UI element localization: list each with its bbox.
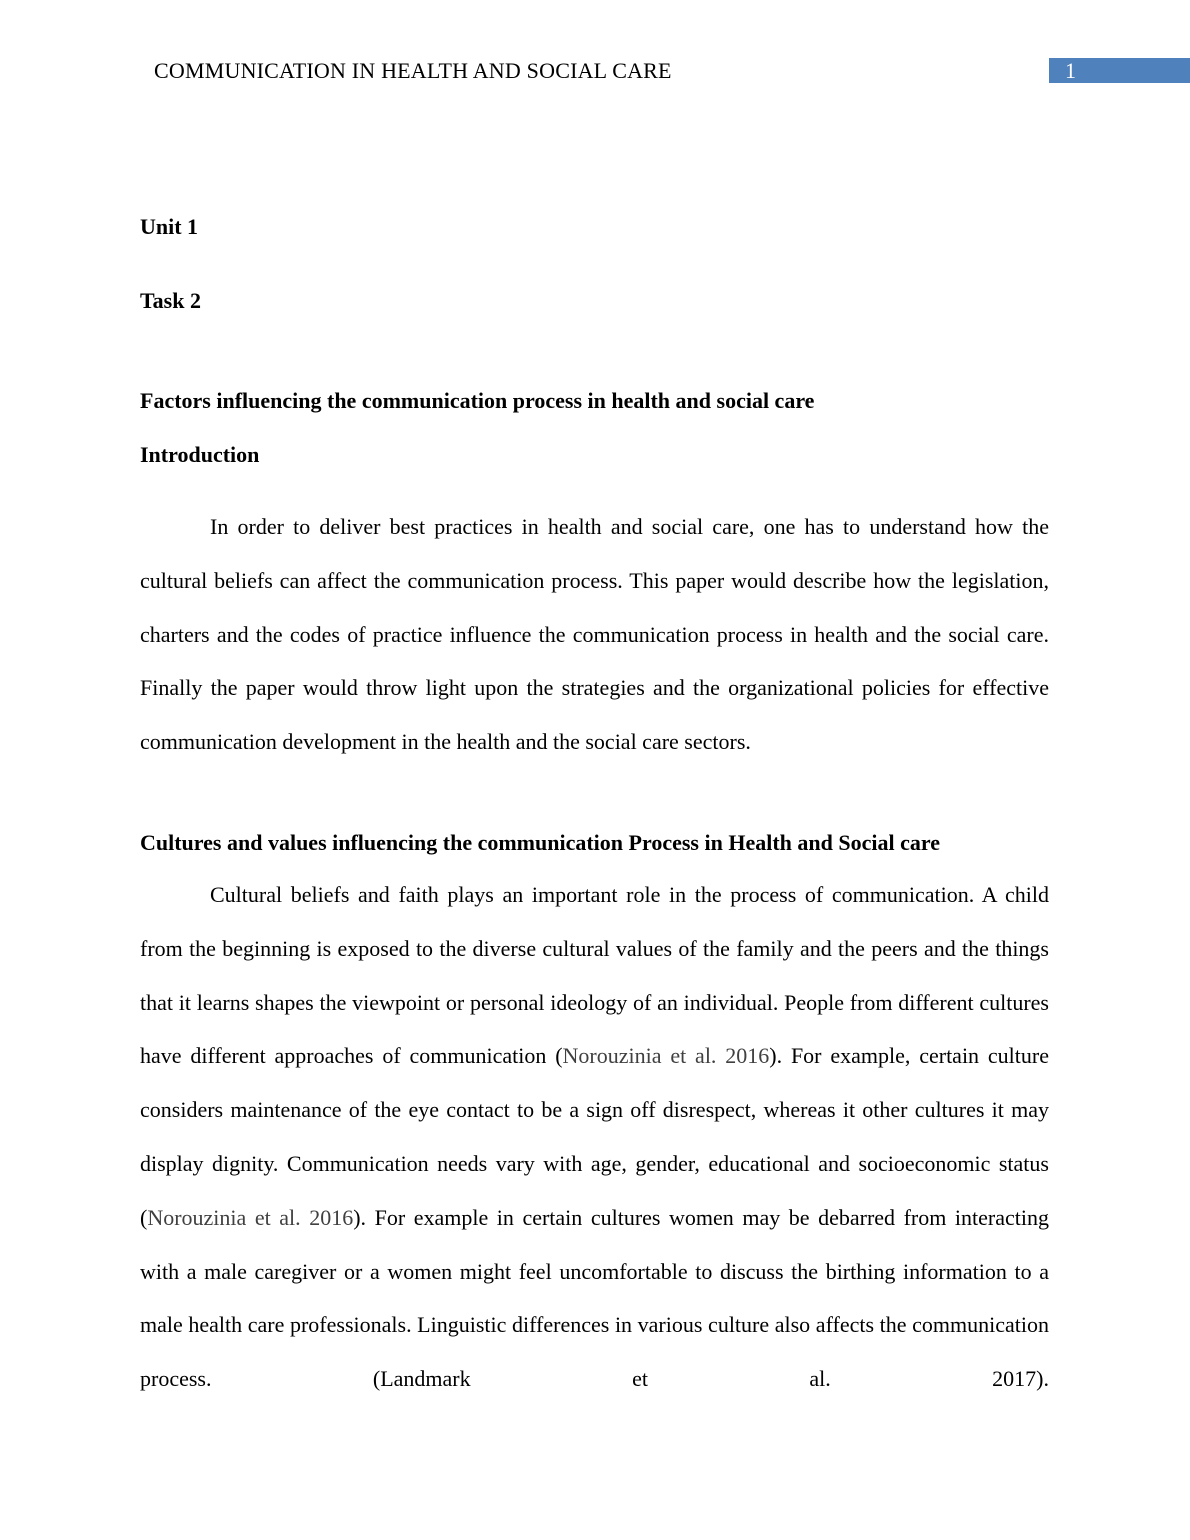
cultures-text-3: ). For example in certain cultures women may be debarred from interacting with a male caregiver or a women might feel uncomfortable to discuss the birthing information to a male health care professionals. Linguistic differences in various culture also affects the communication process. (Landmark et al. 2017). bbox=[140, 1204, 1049, 1392]
page-number-badge: 1 bbox=[1049, 58, 1190, 83]
cultures-text-1: Cultural beliefs and faith plays an important role in the process of communication. A child from the beginning is exposed to the diverse cultural values of the family and the peers and the things that it learns shapes the viewpoint or personal ideology of an individual. People from different cultures have different approaches of communication ( bbox=[140, 882, 1049, 1069]
introduction-heading: Introduction bbox=[140, 442, 260, 467]
citation-norouzinia-2: Norouzinia et al. 2016 bbox=[147, 1204, 354, 1230]
main-title: Factors influencing the communication process in health and social care bbox=[140, 388, 815, 413]
intro-paragraph: In order to deliver best practices in health and social care, one has to understand how the cultural beliefs can affect the communication process. This paper would describe how the legislation, charters and the codes of practice influence the communication process in health and the social care. Finally the paper would throw light upon the strategies and the organizational policies for effective communication development in the health and the social care sectors. bbox=[140, 514, 1049, 755]
citation-norouzinia-1: Norouzinia et al. 2016 bbox=[562, 1043, 770, 1069]
task-heading: Task 2 bbox=[140, 288, 201, 313]
unit-heading: Unit 1 bbox=[140, 214, 199, 239]
cultures-text-2: ). For example, certain culture considers maintenance of the eye contact to be a sign off disrespect, whereas it other cultures it may display dignity. Communication needs vary with age, gender, educational and socioeconomic status ( bbox=[140, 1043, 1049, 1230]
running-title: COMMUNICATION IN HEALTH AND SOCIAL CARE bbox=[154, 58, 672, 83]
cultures-paragraph bbox=[140, 868, 1049, 1406]
cultures-heading: Cultures and values influencing the communication Process in Health and Social care bbox=[140, 830, 940, 855]
